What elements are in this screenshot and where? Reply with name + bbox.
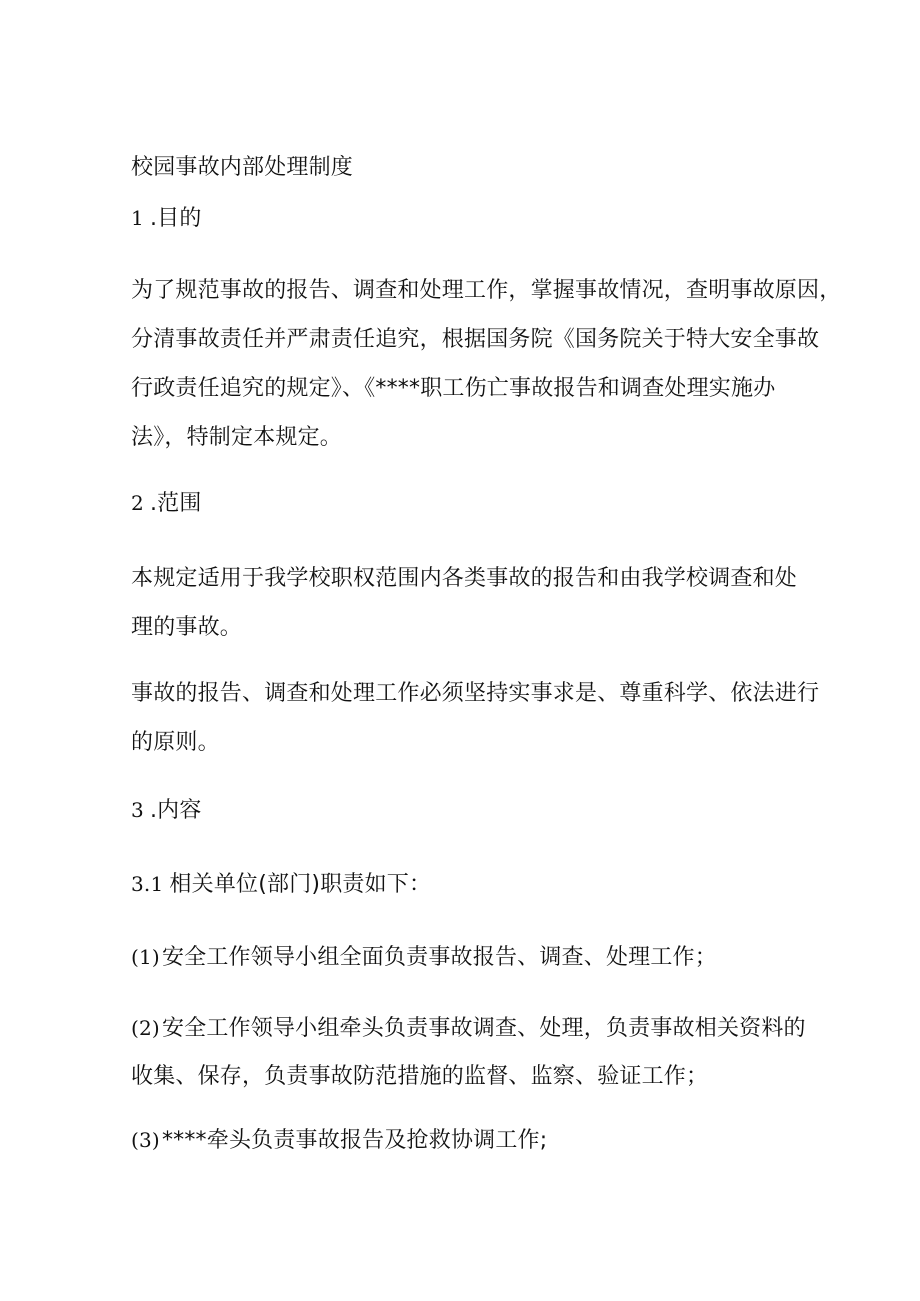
section-number: 1: [131, 206, 144, 230]
section-heading-text: .范围: [149, 491, 202, 516]
list-marker: (3): [131, 1128, 160, 1152]
section-number: 3: [131, 798, 144, 822]
subsection-heading-text: 相关单位(部门)职责如下：: [169, 872, 432, 897]
paragraph-line: 行政责任追究的规定》、《****职工伤亡事故报告和调查处理实施办: [131, 376, 776, 401]
paragraph-line: 理的事故。: [131, 615, 243, 640]
paragraph-line: 本规定适用于我学校职权范围内各类事故的报告和由我学校调查和处: [131, 566, 798, 591]
section-2-heading: [131, 488, 202, 519]
list-item-text: ****牵头负责事故报告及抢救协调工作;: [161, 1128, 548, 1153]
paragraph-line: 的原则。: [131, 730, 220, 755]
section-3-heading: [131, 795, 202, 826]
section-heading-text: .目的: [149, 206, 202, 231]
list-item-continuation: 收集、保存，负责事故防范措施的监督、监察、验证工作；: [131, 1064, 709, 1089]
paragraph-line: 为了规范事故的报告、调查和处理工作，掌握事故情况，查明事故原因，: [131, 278, 842, 303]
paragraph-line: 分清事故责任并严肃责任追究，根据国务院《国务院关于特大安全事故: [131, 327, 820, 352]
section-number: 2: [131, 491, 144, 515]
list-item-text: 安全工作领导小组全面负责事故报告、调查、处理工作；: [161, 945, 717, 970]
list-marker: (1): [131, 945, 160, 969]
list-item-text: 安全工作领导小组牵头负责事故调查、处理，负责事故相关资料的: [161, 1016, 806, 1041]
section-heading-text: .内容: [149, 798, 202, 823]
list-marker: (2): [131, 1016, 160, 1040]
list-item: [131, 942, 717, 973]
subsection-heading: [131, 869, 431, 900]
document-title: 校园事故内部处理制度: [131, 155, 354, 180]
paragraph-line: 法》，特制定本规定。: [131, 425, 343, 450]
list-item: [131, 1013, 806, 1044]
section-1-heading: [131, 203, 202, 234]
subsection-number: 3.1: [131, 872, 164, 896]
list-item: [131, 1125, 547, 1156]
paragraph-line: 事故的报告、调查和处理工作必须坚持实事求是、尊重科学、依法进行: [131, 681, 820, 706]
